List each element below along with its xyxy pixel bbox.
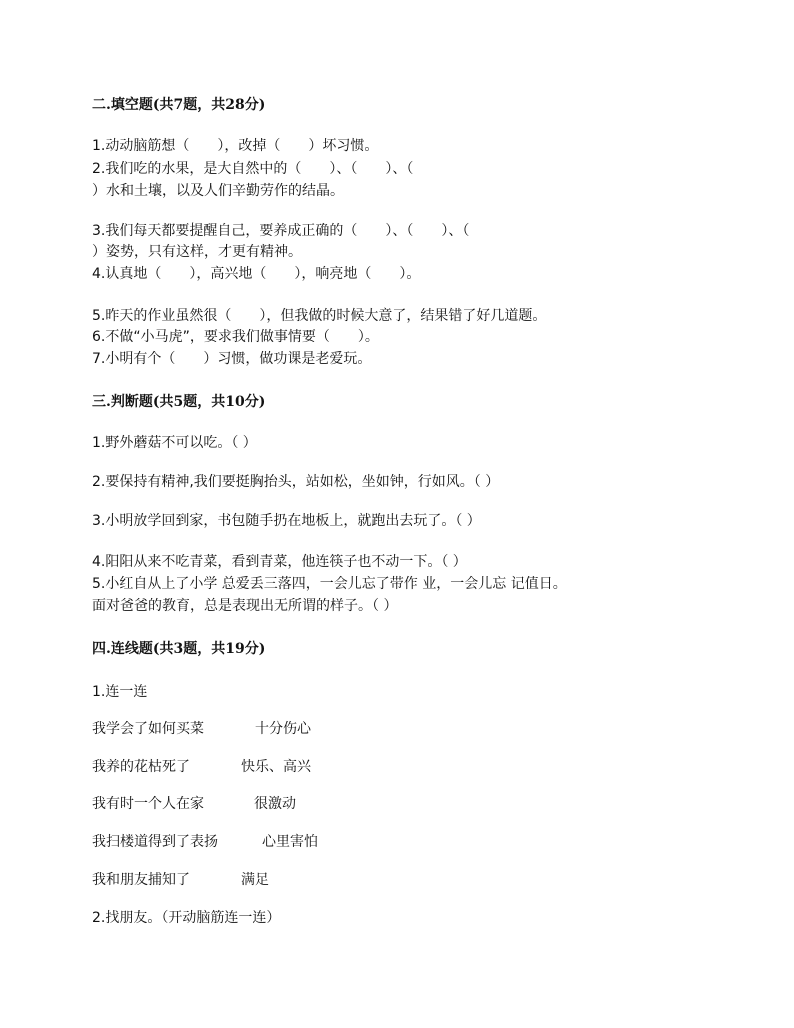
true-false-line: 5.小红自从上了小学 总爱丢三落四，一会儿忘了带作 业，一会儿忘 记值日。 (92, 576, 567, 592)
fill-blank-line: 3.我们每天都要提醒自己，要养成正确的（ ）、（ ）、（ (92, 223, 470, 239)
true-false-line: 1.野外蘑菇不可以吃。（ ） (92, 435, 257, 451)
matching-left-item: 我学会了如何买菜 (92, 721, 204, 737)
matching-right-item: 心里害怕 (262, 834, 318, 850)
fill-blank-line: 2.我们吃的水果，是大自然中的（ ）、（ ）、（ (92, 161, 414, 177)
fill-blank-line: 1.动动脑筋想（ ），改掉（ ）坏习惯。 (92, 138, 379, 154)
matching-right-item: 快乐、高兴 (241, 759, 311, 775)
true-false-line: 3.小明放学回到家，书包随手扔在地板上，就跑出去玩了。（ ） (92, 513, 481, 529)
section-title-fill-blank: 二.填空题(共7题，共28分) (92, 97, 266, 113)
fill-blank-line: 7.小明有个（ ）习惯，做功课是老爱玩。 (92, 351, 372, 367)
fill-blank-line: ）姿势，只有这样，才更有精神。 (92, 244, 302, 260)
matching-question-1: 1.连一连 (92, 684, 148, 700)
matching-left-item: 我养的花枯死了 (92, 759, 190, 775)
true-false-line: 4.阳阳从来不吃青菜，看到青菜，他连筷子也不动一下。（ ） (92, 554, 467, 570)
fill-blank-line: 4.认真地（ ），高兴地（ ），响亮地（ ）。 (92, 266, 421, 282)
fill-blank-line: 5.昨天的作业虽然很（ ），但我做的时候大意了，结果错了好几道题。 (92, 308, 547, 324)
matching-right-item: 十分伤心 (255, 721, 311, 737)
matching-left-item: 我扫楼道得到了表扬 (92, 834, 218, 850)
fill-blank-line: ）水和土壤，以及人们辛勤劳作的结晶。 (92, 183, 344, 199)
matching-left-item: 我和朋友捕知了 (92, 872, 190, 888)
section-title-true-false: 三.判断题(共5题，共10分) (92, 394, 266, 410)
matching-left-item: 我有时一个人在家 (92, 796, 204, 812)
matching-right-item: 很激动 (254, 796, 296, 812)
fill-blank-line: 6.不做“小马虎”，要求我们做事情要（ ）。 (92, 329, 379, 345)
true-false-line: 面对爸爸的教育，总是表现出无所谓的样子。（ ） (92, 598, 398, 614)
matching-right-item: 满足 (241, 872, 269, 888)
section-title-matching: 四.连线题(共3题，共19分) (92, 641, 266, 657)
true-false-line: 2.要保持有精神,我们要挺胸抬头，站如松，坐如钟，行如风。（ ） (92, 474, 500, 490)
matching-question-2: 2.找朋友。（开动脑筋连一连） (92, 910, 281, 926)
